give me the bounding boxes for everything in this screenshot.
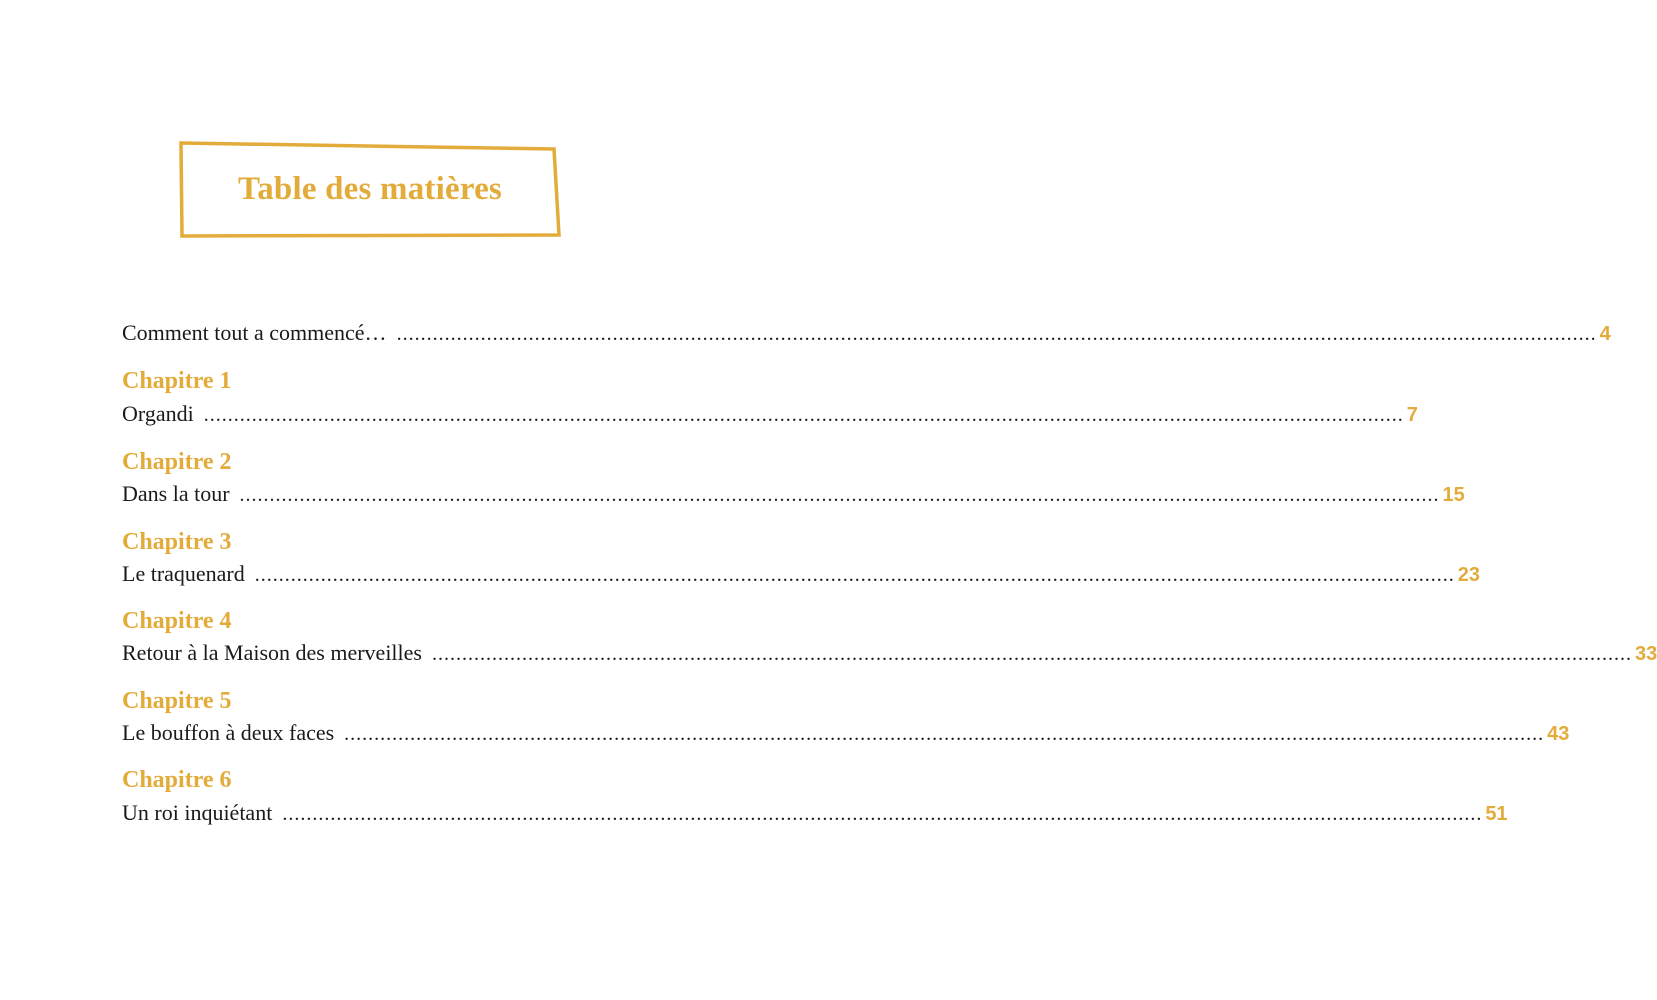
- chapter-heading: Chapitre 5: [122, 688, 232, 714]
- title-frame: [178, 140, 562, 240]
- toc-page-number: 33: [1634, 643, 1657, 665]
- dot-leader: ........................................................................................................................................................................................................: [344, 723, 1545, 745]
- toc-entry-label: Dans la tour: [122, 481, 230, 506]
- dot-leader: ........................................................................................................................................................................................................: [431, 643, 1632, 665]
- toc-page-number: 51: [1485, 803, 1508, 825]
- dot-leader: ........................................................................................................................................................................................................: [239, 484, 1440, 506]
- toc-page-number: 15: [1442, 484, 1465, 506]
- dot-leader: ........................................................................................................................................................................................................: [396, 323, 1597, 345]
- toc-entry-chapter-6[interactable]: [122, 800, 1508, 830]
- toc-entry-label: Retour à la Maison des merveilles: [122, 640, 422, 665]
- toc-entry-chapter-5[interactable]: [122, 720, 1570, 750]
- toc-entry-chapter-1[interactable]: [122, 401, 1418, 431]
- toc-page-number: 43: [1547, 723, 1570, 745]
- chapter-heading: Chapitre 1: [122, 368, 232, 394]
- toc-entry-label: Le bouffon à deux faces: [122, 720, 335, 745]
- page-title: Table des matières: [238, 171, 502, 207]
- toc-entry-chapter-4[interactable]: [122, 640, 1657, 670]
- toc-entry-intro[interactable]: [122, 320, 1611, 350]
- toc-entry-label: Un roi inquiétant: [122, 800, 273, 825]
- chapter-heading: Chapitre 4: [122, 608, 232, 634]
- toc-entry-chapter-2[interactable]: [122, 481, 1465, 511]
- dot-leader: ........................................................................................................................................................................................................: [203, 404, 1404, 426]
- chapter-heading: Chapitre 3: [122, 529, 232, 555]
- chapter-heading: Chapitre 6: [122, 767, 232, 793]
- toc-page-number: 7: [1406, 404, 1418, 426]
- toc-page-number: 4: [1599, 323, 1611, 345]
- dot-leader: ........................................................................................................................................................................................................: [254, 564, 1455, 586]
- dot-leader: ........................................................................................................................................................................................................: [282, 803, 1483, 825]
- chapter-heading: Chapitre 2: [122, 449, 232, 475]
- toc-entry-label: Comment tout a commencé…: [122, 320, 387, 345]
- toc-entry-label: Organdi: [122, 401, 194, 426]
- toc-entry-label: Le traquenard: [122, 561, 245, 586]
- toc-page-number: 23: [1457, 564, 1481, 586]
- toc-entry-chapter-3[interactable]: [122, 561, 1481, 591]
